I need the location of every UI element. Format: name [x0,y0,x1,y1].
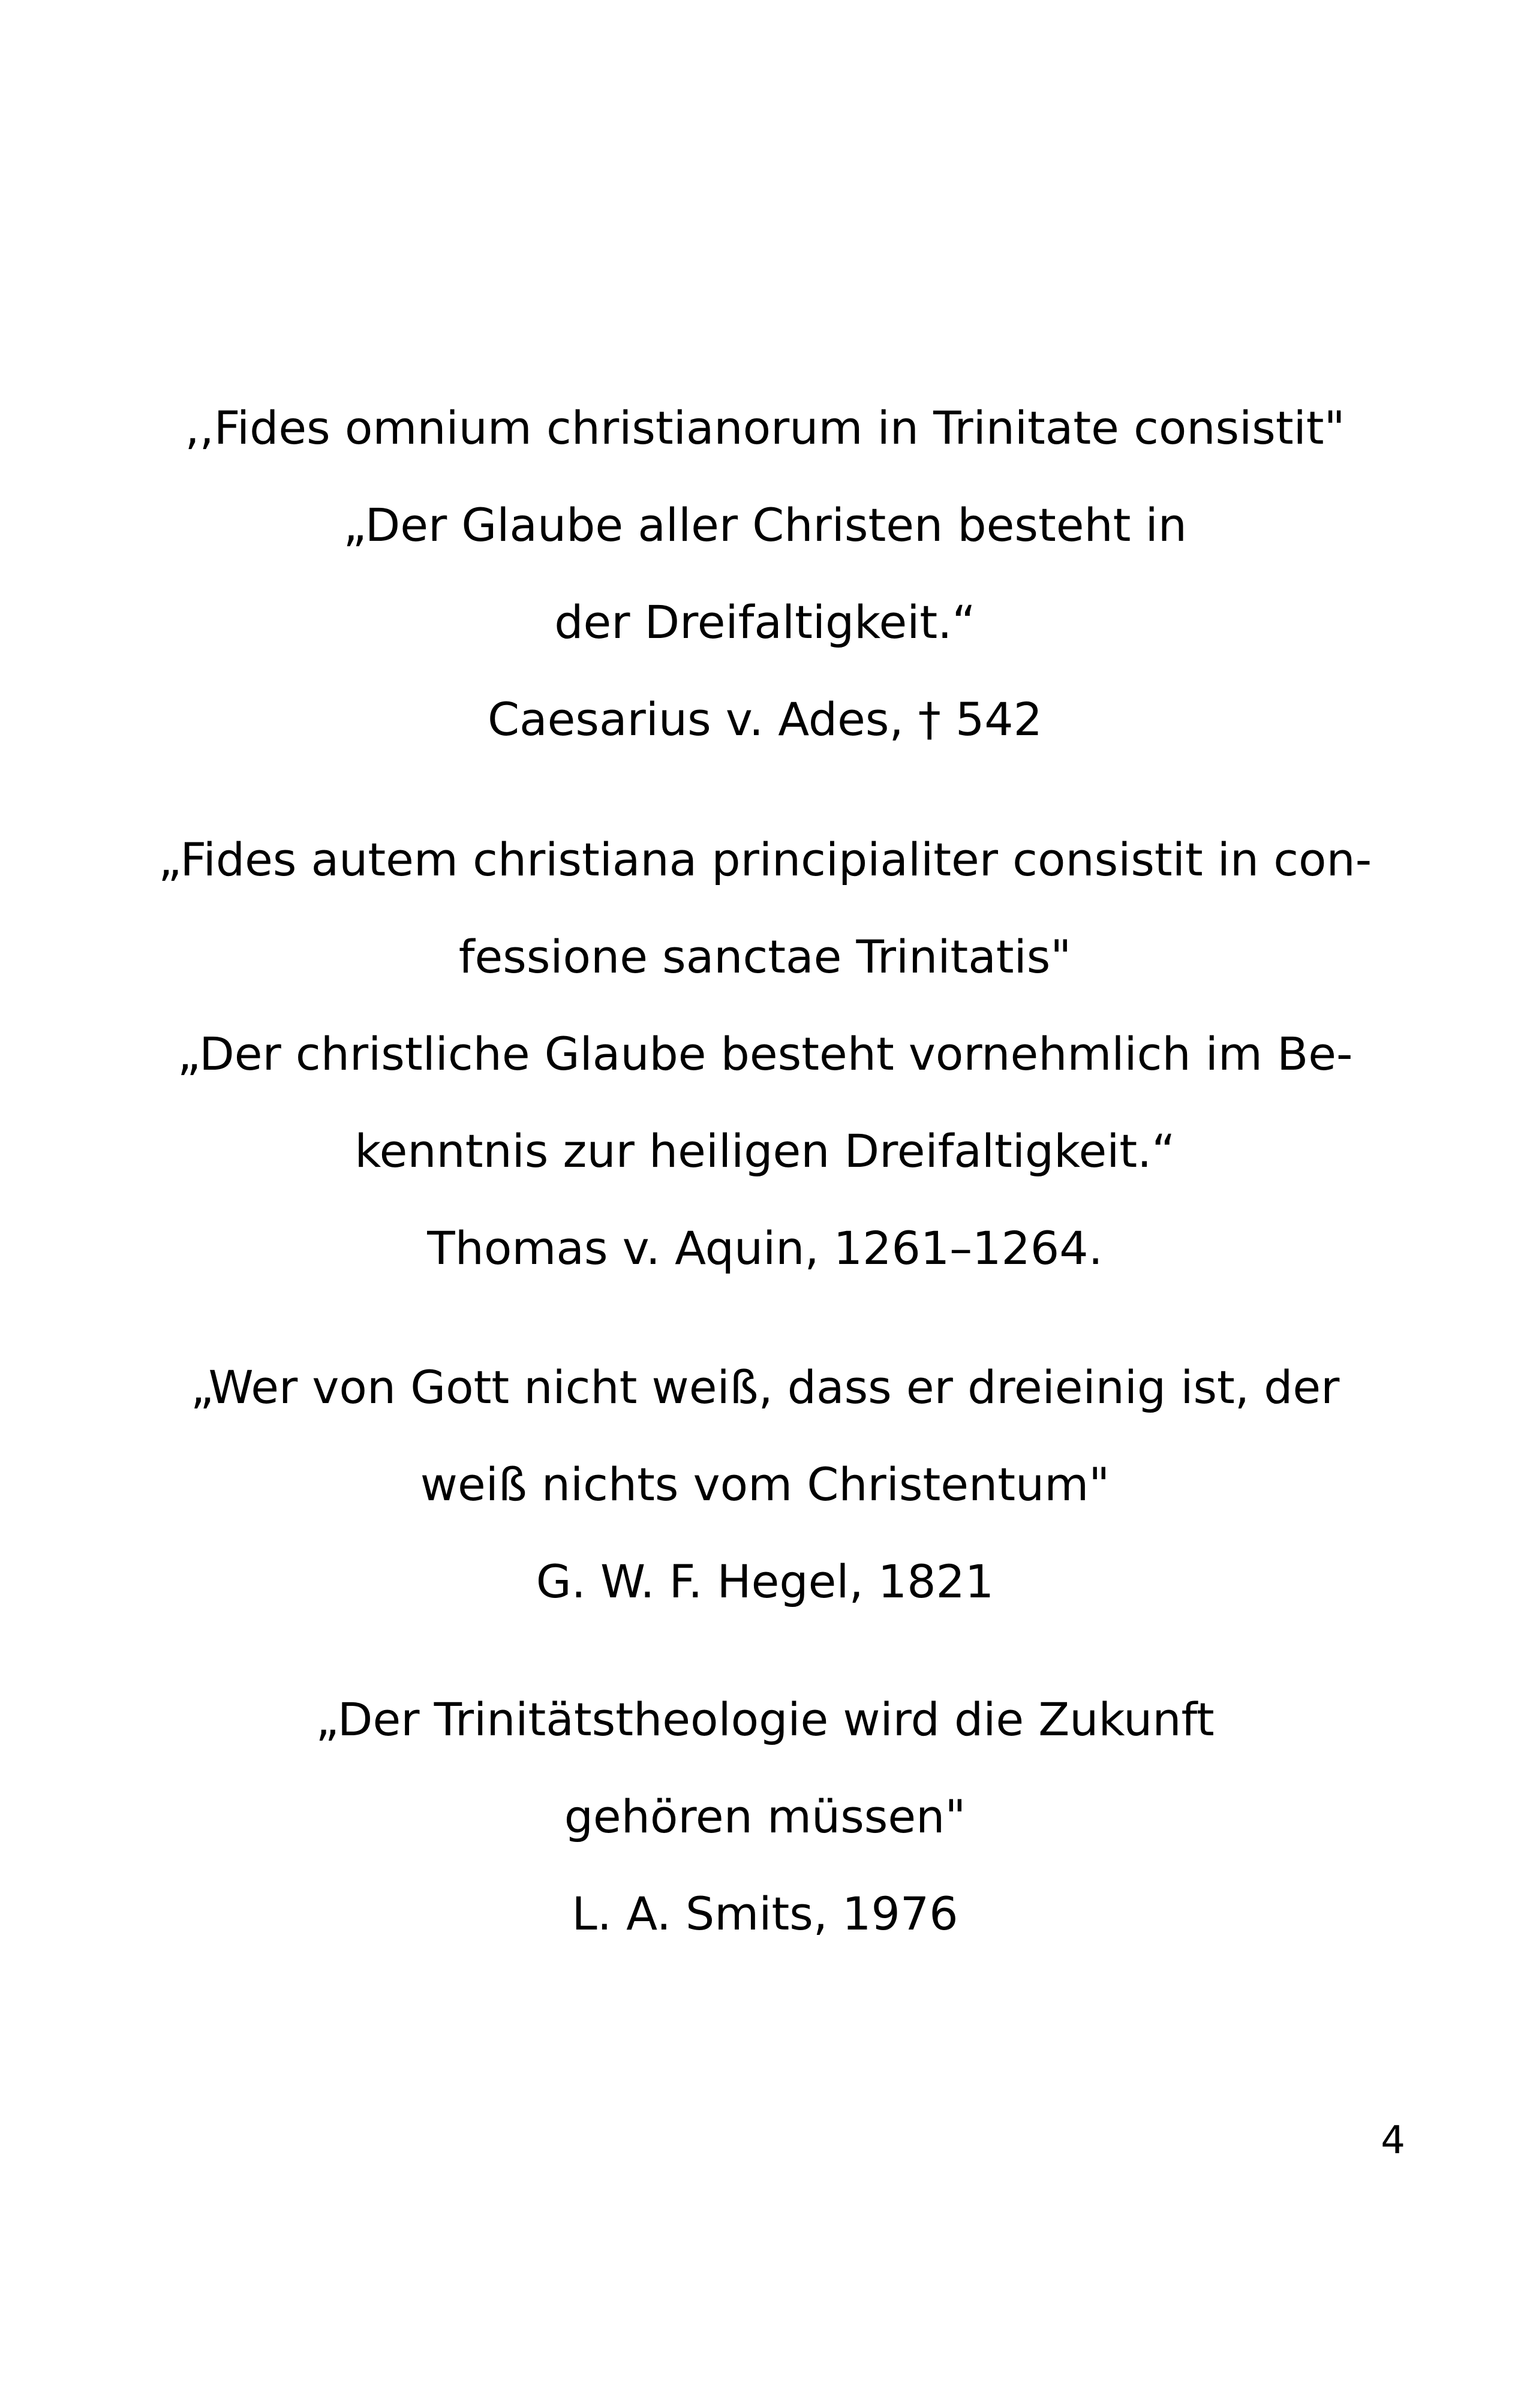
quote-3-line-2: weiß nichts vom Christentum" [420,1458,1110,1511]
quote-4-attribution: L. A. Smits, 1976 [572,1887,958,1940]
quote-2-line-3: „Der christliche Glaube besteht vornehmlich im Be- [177,1027,1353,1080]
quote-2-line-1: „Fides autem christiana principialiter consistit in con- [158,833,1372,886]
quote-2-line-4: kenntnis zur heiligen Dreifaltigkeit.“ [354,1124,1176,1178]
quote-1-line-3: der Dreifaltigkeit.“ [554,595,976,649]
quote-2-attribution: Thomas v. Aquin, 1261–1264. [427,1221,1103,1275]
quote-4-line-1: „Der Trinitätstheologie wird die Zukunft [315,1693,1215,1746]
quote-1-line-1: ,,Fides omnium christianorum in Trinitate consistit" [185,401,1345,454]
quote-3-attribution: G. W. F. Hegel, 1821 [536,1555,994,1608]
quote-1-attribution: Caesarius v. Ades, † 542 [487,693,1043,746]
quote-3-line-1: „Wer von Gott nicht weiß, dass er dreieinig ist, der [190,1360,1340,1414]
quote-1-line-2: „Der Glaube aller Christen besteht in [343,498,1187,552]
quote-2-line-2: fessione sanctae Trinitatis" [458,930,1072,983]
page-number: 4 [1381,2118,1405,2163]
quote-4-line-2: gehören müssen" [564,1790,966,1843]
